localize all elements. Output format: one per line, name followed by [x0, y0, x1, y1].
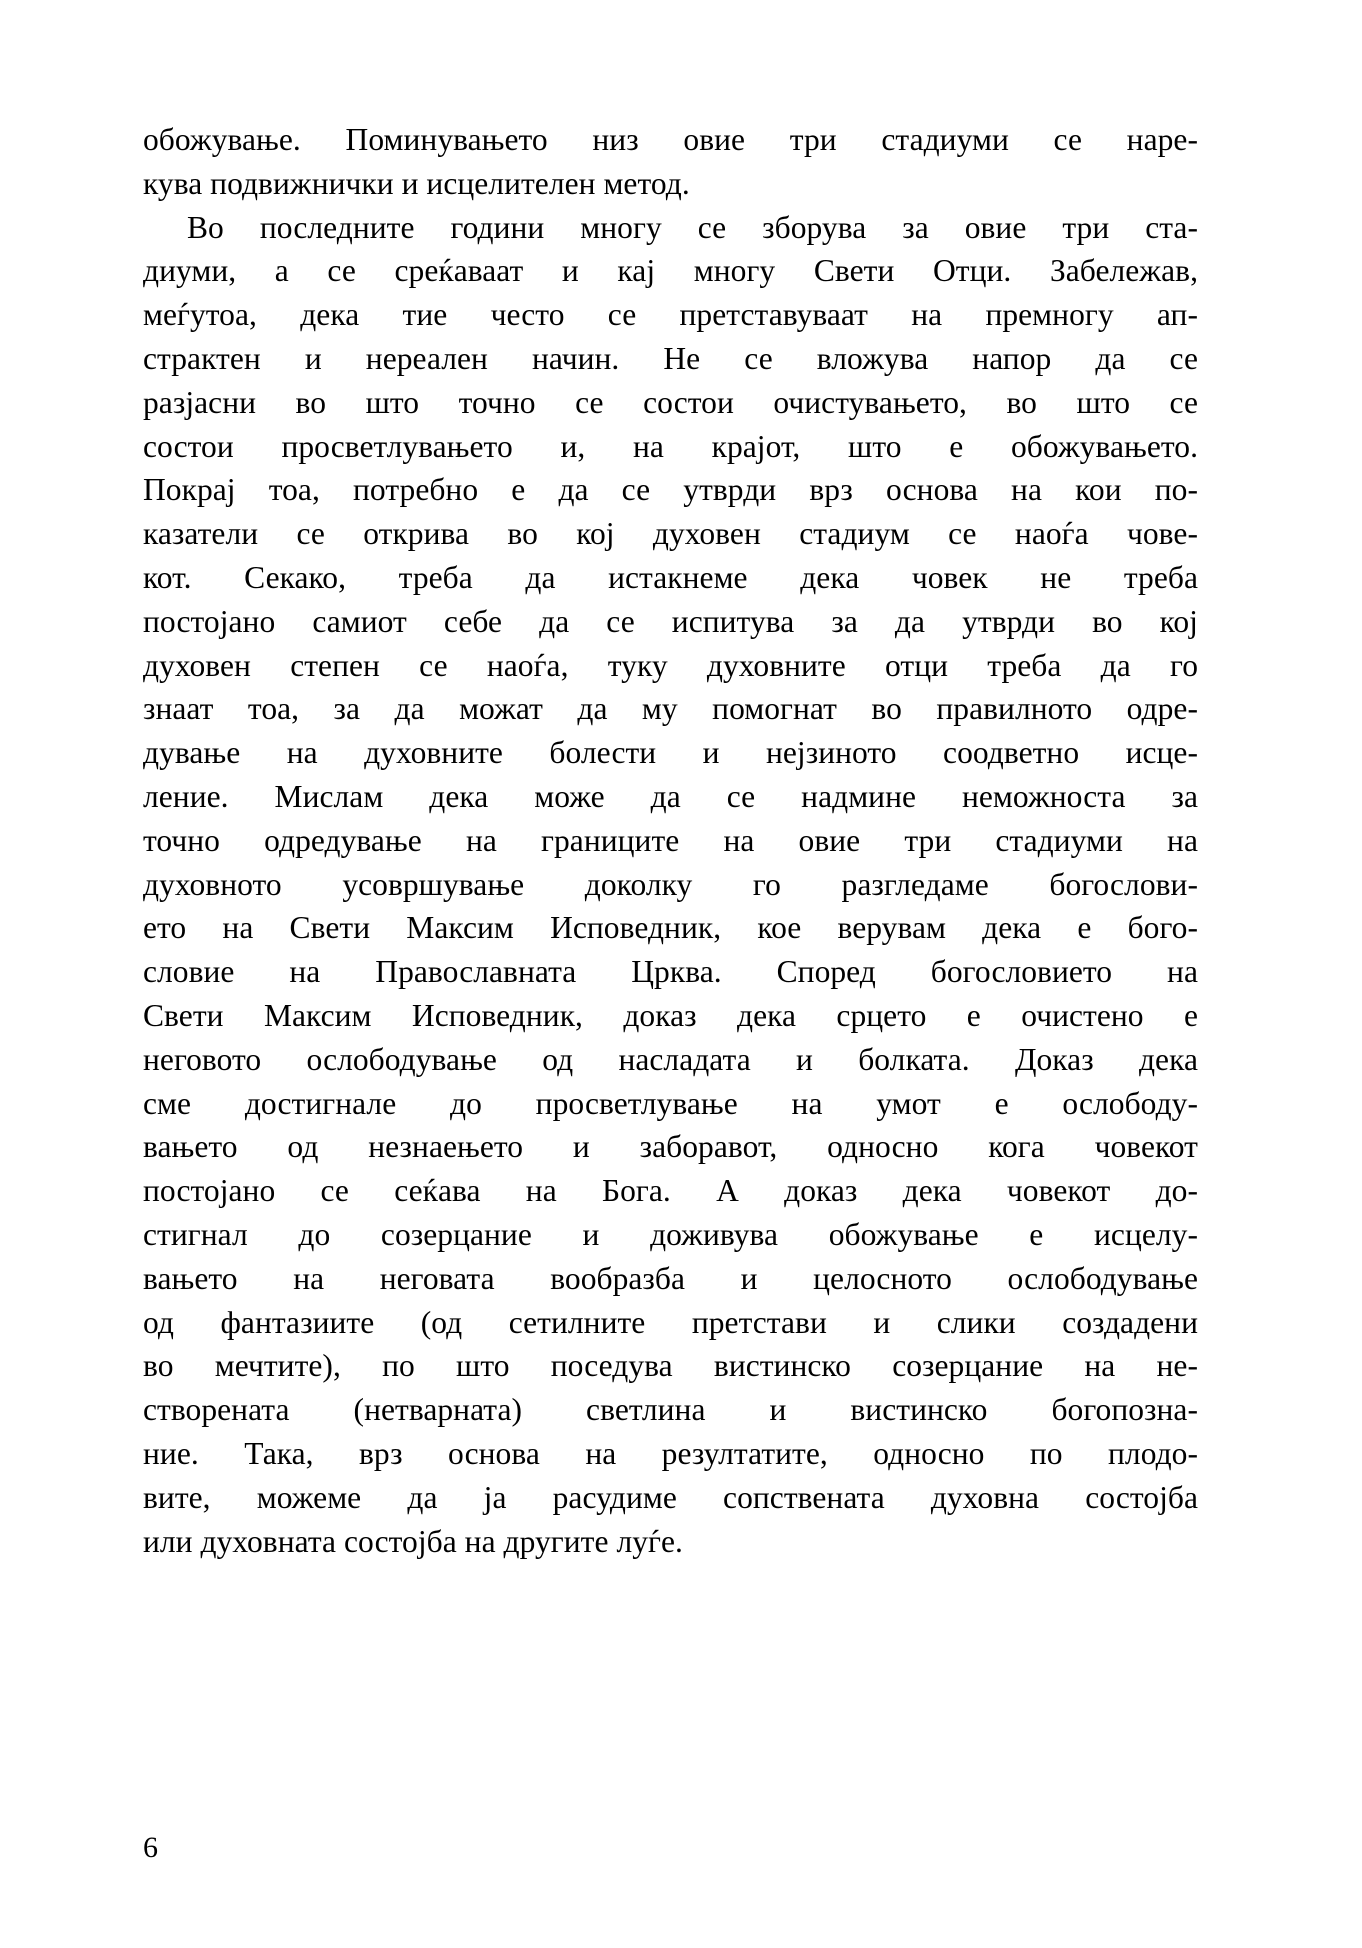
text-line: постојано самиот себе да се испитува за да утврди во кој: [143, 603, 1198, 639]
text-line: вањето од незнаењето и заборавот, односно кога човекот: [143, 1129, 1198, 1165]
text-line: створената (нетварната) светлина и вистинско богопозна-: [143, 1392, 1198, 1428]
text-line: дување на духовните болести и нејзиното соодветно исце-: [143, 735, 1198, 771]
text-line: од фантазиите (од сетилните претстави и слики создадени: [143, 1304, 1198, 1340]
text-line: состои просветлувањето и, на крајот, што е обожувањето.: [143, 428, 1198, 464]
text-line: духовен степен се наоѓа, туку духовните отци треба да го: [143, 647, 1198, 683]
text-line: или духовната состојба на другите луѓе.: [143, 1523, 683, 1559]
text-line: неговото ослободување од насладата и болката. Доказ дека: [143, 1041, 1198, 1077]
text-line: ето на Свети Максим Исповедник, кое верувам дека е бого-: [143, 910, 1198, 946]
text-line: ние. Така, врз основа на резултатите, односно по плодо-: [143, 1435, 1198, 1471]
page-text-block: [143, 118, 1198, 1563]
text-line: стигнал до созерцание и доживува обожување е исцелу-: [143, 1216, 1198, 1252]
text-line: страктен и нереален начин. Не се вложува напор да се: [143, 340, 1198, 376]
text-line: знаат тоа, за да можат да му помогнат во правилното одре-: [143, 691, 1198, 727]
text-line: словие на Православната Црква. Според богословието на: [143, 954, 1198, 990]
paragraph-1: [143, 118, 1198, 206]
page-number: 6: [143, 1831, 158, 1864]
text-line: обожување. Поминувањето низ овие три стадиуми се наре-: [143, 122, 1198, 157]
text-line: казатели се открива во кој духовен стадиум се наоѓа чове-: [143, 516, 1198, 552]
paragraph-2: [143, 206, 1198, 1564]
text-line: духовното усовршување доколку го разгледаме богослови-: [143, 866, 1198, 902]
text-line: постојано се сеќава на Бога. А доказ дека човекот до-: [143, 1173, 1198, 1209]
text-line: кува подвижнички и исцелителен метод.: [143, 165, 690, 201]
text-line: вањето на неговата вообразба и целосното ослободување: [143, 1260, 1198, 1296]
text-line: во мечтите), по што поседува вистинско созерцание на не-: [143, 1348, 1198, 1384]
text-line: диуми, а се среќаваат и кај многу Свети Отци. Забележав,: [143, 253, 1198, 289]
text-line: сме достигнале до просветлување на умот е ослободу-: [143, 1085, 1198, 1121]
text-line: вите, можеме да ја расудиме сопствената духовна состојба: [143, 1479, 1198, 1515]
text-line: Покрај тоа, потребно е да се утврди врз основа на кои по-: [143, 472, 1198, 508]
text-line: ление. Мислам дека може да се надмине неможноста за: [143, 778, 1198, 814]
text-line: кот. Секако, треба да истакнеме дека човек не треба: [143, 559, 1198, 595]
text-line: меѓутоа, дека тие често се претставуваат на премногу ап-: [143, 297, 1198, 333]
text-line: Во последните години многу се зборува за овие три ста-: [187, 209, 1198, 245]
text-line: Свети Максим Исповедник, доказ дека срцето е очистено е: [143, 997, 1198, 1033]
text-line: разјасни во што точно се состои очистувањето, во што се: [143, 384, 1198, 420]
text-line: точно одредување на границите на овие три стадиуми на: [143, 822, 1198, 858]
